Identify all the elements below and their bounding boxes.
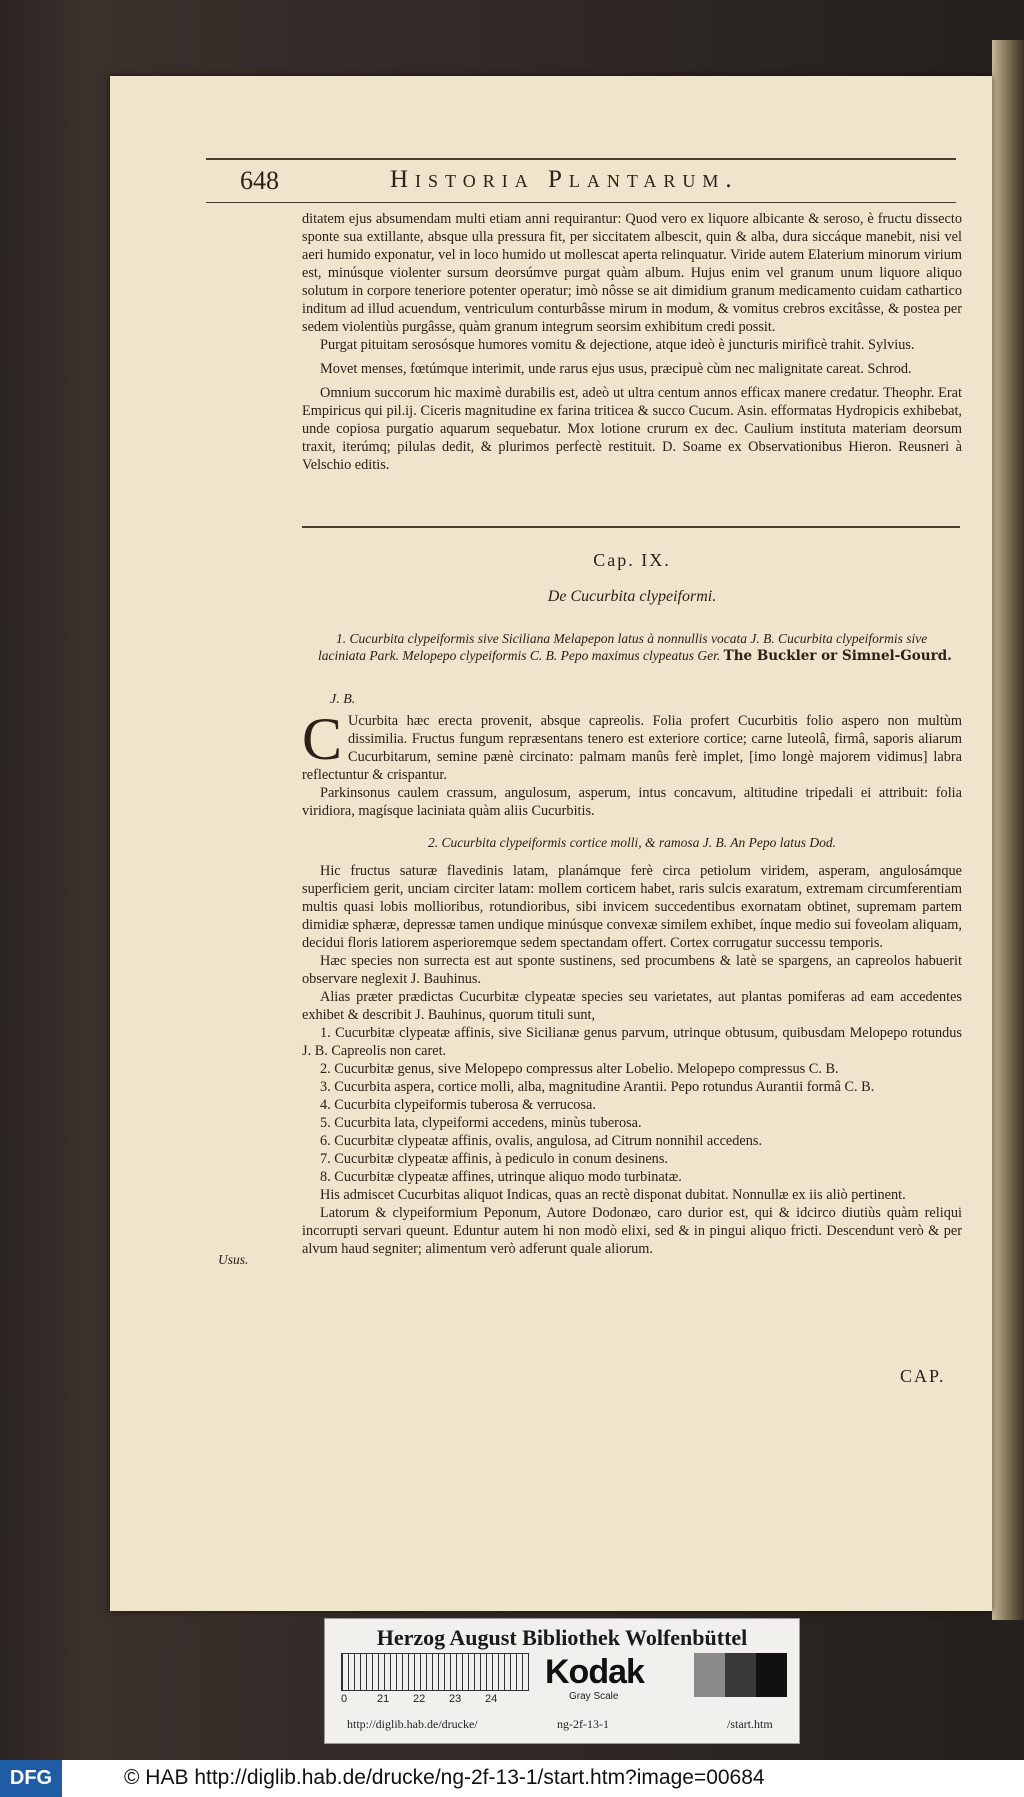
list-item: 5. Cucurbita lata, clypeiformi accedens, minùs tuberosa. (320, 1115, 642, 1131)
kodak-brand: Kodak (545, 1653, 644, 1691)
description-block (302, 706, 962, 820)
viewer-footer (0, 1760, 1024, 1797)
swatch (663, 1653, 694, 1697)
section-rule (302, 526, 960, 528)
fruit-description-block (302, 862, 962, 1258)
drop-cap: C (302, 706, 343, 772)
library-color-card (324, 1618, 800, 1744)
margin-note-usus: Usus. (218, 1252, 249, 1267)
list-item: 2. Cucurbitæ genus, sive Melopepo compressus alter Lobelio. Melopepo compressus C. B. (320, 1061, 839, 1077)
header-rule-top (206, 158, 956, 160)
ruler-number: 22 (413, 1693, 426, 1705)
chapter-number: Cap. IX. (593, 550, 671, 570)
card-url-page: /start.htm (727, 1717, 773, 1731)
paragraph: Omnium succorum hic maximè durabilis est, adeò ut ultra centum annos efficax manere credatur. Theophr. Erat Empiricus qui pil.ij. Ciceris magnitudine ex farina triticea & succo Cucum. Asin. efformatas Hydropicis exhibebat, unde copiosa purgatio aquarum sequebatur. Mox lotione crurum ex dec. Caulium instituta materiam deorsum traxit, iterúmq; pilulas dedit, & plurimos perfectè restituit. D. Soame ex Observationibus Hieron. Reusneri à Velschio editis. (302, 385, 962, 473)
paragraph: Alias præter prædictas Cucurbitæ clypeatæ species seu varietates, aut plantas pomiferas ad eam accedentes exhibet & describit J. Bauhinus, quorum tituli sunt, (302, 989, 962, 1023)
copyright-link[interactable]: © HAB http://diglib.hab.de/drucke/ng-2f-13-1/start.htm?image=00684 (124, 1766, 765, 1789)
paragraph: His admiscet Cucurbitas aliquot Indicas, quas an rectè disponat dubitat. Nonnullæ ex iis aliò pertinent. (320, 1187, 906, 1203)
dfg-logo[interactable]: DFG (0, 1760, 62, 1797)
card-url-base: http://diglib.hab.de/drucke/ (347, 1717, 478, 1731)
book-edge (992, 40, 1024, 1620)
kodak-logo (541, 1653, 657, 1703)
list-item: 8. Cucurbitæ clypeatæ affines, utrinque aliquo modo turbinatæ. (320, 1169, 682, 1185)
card-url-id: ng-2f-13-1 (557, 1717, 609, 1731)
swatch (725, 1653, 756, 1697)
paragraph: Latorum & clypeiformium Peponum, Autore Dodonæo, caro durior est, qui & idcirco diutiùs quàm reliqui incorrupti servari queunt. Eduntur autem hi non modò elixi, sed & in pingui aliquo fricti. Descendunt verò & per alvum haud segniter; alimentum verò adferunt quale aliorum. (302, 1205, 962, 1257)
ruler-number: 23 (449, 1693, 462, 1705)
page-number: 648 (240, 166, 279, 195)
library-name: Herzog August Bibliothek Wolfenbüttel (376, 1625, 748, 1650)
source-label: J. B. (330, 692, 356, 707)
swatch (694, 1653, 725, 1697)
gray-swatches (663, 1653, 787, 1697)
list-item: 3. Cucurbita aspera, cortice molli, alba, magnitudine Arantii. Pepo rotundus Aurantii formâ C. B. (320, 1079, 875, 1095)
paragraph: Purgat pituitam serosósque humores vomitu & dejectione, atque ideò è juncturis mirificè trahit. Sylvius. (320, 337, 915, 353)
list-item: 4. Cucurbita clypeiformis tuberosa & verrucosa. (320, 1097, 596, 1113)
lemma-1-text: 1. Cucurbita clypeiformis sive Siciliana Melapepon latus à nonnullis vocata J. B. Cucurbita clypeiformis sive laciniata Park. Melopepo clypeiformis C. B. Pepo maximus clypeatus Ger. (318, 631, 928, 663)
swatch (756, 1653, 787, 1697)
lemma-2: 2. Cucurbita clypeiformis cortice molli, & ramosa J. B. An Pepo latus Dod. (427, 835, 837, 850)
paragraph: Parkinsonus caulem crassum, angulosum, asperum, intus concavum, altitudine tripedali ei attribuit: folia viridiora, magísque laciniata quàm aliis Cucurbitis. (302, 785, 962, 819)
lemma-1 (318, 630, 962, 665)
paragraph: Ucurbita hæc erecta provenit, absque capreolis. Folia profert Cucurbitis folio aspero non multùm dissimilia. Fructus fungum repræsentans tenero est exteriore cortice; carne luteolâ, firmâ, saporis aliarum Cucurbitarum, semine pænè circinato: palmam manûs ferè implet, [imo longè majorem vidimus] labra reflectuntur & crispantur. (302, 713, 962, 783)
chapter-title: De Cucurbita clypeiformi. (547, 588, 717, 605)
ruler-numbers (341, 1693, 531, 1705)
list-item: 1. Cucurbitæ clypeatæ affinis, sive Sicilianæ genus parvum, utrinque obtusum, quibusdam Melopepo rotundus J. B. Capreolis non caret. (302, 1025, 962, 1059)
lemma-1-english: The Buckler or Simnel-Gourd. (723, 648, 952, 664)
paragraph: Hic fructus saturæ flavedinis latam, planámque ferè circa petiolum viridem, asperam, angulosámque superficiem gerit, unciam circiter latam: mollem corticem habet, raris sulcis exaratum, extremam circumferentiam multis quasi lobis mollioribus, rotundioribus, sibi invicem succedentibus exornatam obtinet, supremam partem dimidiæ sphæræ, depressæ tamen undique minúsque convexæ similem exhibet, ínque medio sui foveolam aliquam, decidui floris latiorem asperioremque sedem spectandam offert. Cortex corrugatur successu temporis. (302, 863, 962, 951)
ruler-number: 24 (485, 1693, 498, 1705)
ruler-number: 0 (341, 1693, 348, 1705)
top-text-block (302, 210, 962, 474)
page-header (240, 162, 960, 200)
list-item: 7. Cucurbitæ clypeatæ affinis, à pediculo in conum desinens. (320, 1151, 668, 1167)
catchword: CAP. (900, 1366, 946, 1386)
paragraph: Movet menses, fœtúmque interimit, unde rarus ejus usus, præcipuè cùm nec malignitate careat. Schrod. (320, 361, 912, 377)
ruler-scale (341, 1653, 529, 1691)
list-item: 6. Cucurbitæ clypeatæ affinis, ovalis, angulosa, ad Citrum nonnihil accedens. (320, 1133, 763, 1149)
ruler-number: 21 (377, 1693, 390, 1705)
paragraph: Hæc species non surrecta est aut sponte sustinens, sed procumbens & latè se spargens, an capreolos habuerit observare neglexit J. Bauhinus. (302, 953, 962, 987)
running-title: Historia Plantarum. (390, 166, 739, 193)
header-rule-bottom (206, 202, 956, 203)
paragraph: ditatem ejus absumendam multi etiam anni requirantur: Quod vero ex liquore albicante & seroso, è fructu dissecto sponte sua extillante, absque ulla pressura fit, per siccitatem albescit, quin & alba, dura siccáque manebit, nisi vel aeri humido exponatur, vel in loco humido ut mollescat aperta relinquatur. Viride autem Elaterium minorum virium est, minúsque violenter sursum deorsúmve purgat quàm album. Hujus enim vel granum unum liquore aliquo solutum in corpore teneriore potenter operatur; imò nôsse se ait dimidium granum medicamento cuidam cathartico inditum ad illud acuendum, ventriculum conturbâsse mirum in modum, & vomitus crebros excitâsse, & postea per sedem violentiùs purgâsse, quàm granum integrum seorsim exhibitum credi possit. (302, 211, 962, 335)
gray-scale-label: Gray Scale (569, 1691, 619, 1702)
